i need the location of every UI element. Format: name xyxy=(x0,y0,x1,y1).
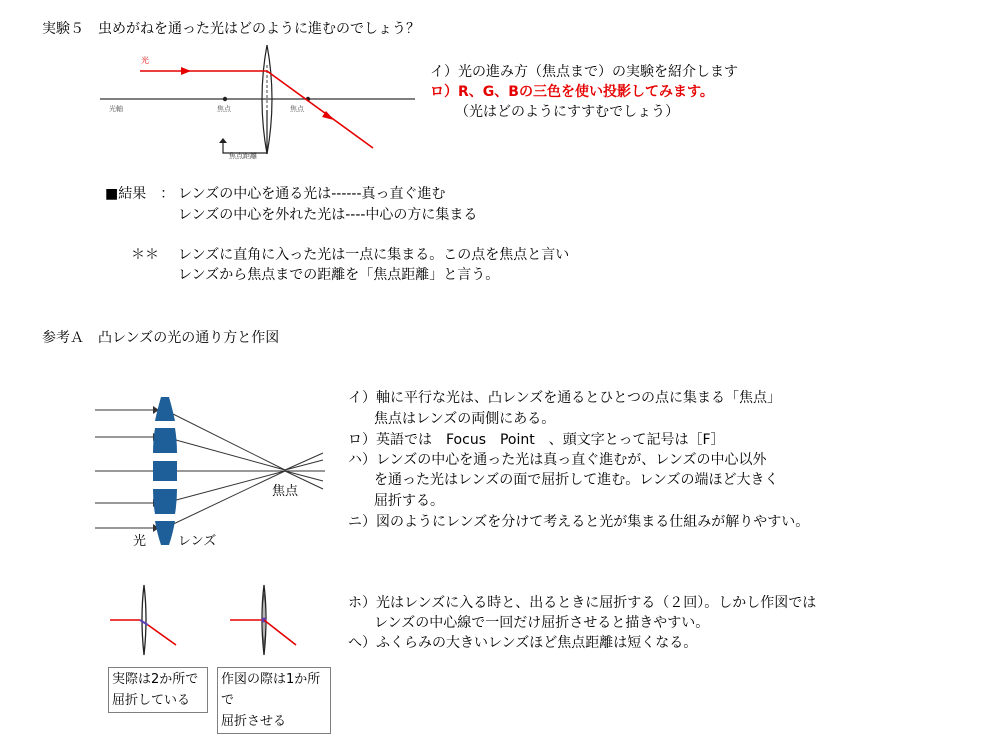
caption-drawing-line-1: 作図の際は1か所で xyxy=(221,672,321,708)
caption-actual-line-2: 屈折している xyxy=(112,693,191,708)
focal-length-arrowhead xyxy=(219,138,227,143)
diagram-label-focal-length: 焦点距離 xyxy=(229,152,257,160)
result-line-1: レンズの中心を通る光は------真っ直ぐ進む xyxy=(178,186,446,202)
result-line-2: レンズの中心を外れた光は----中心の方に集まる xyxy=(178,207,478,223)
drawing-line-2: レンズの中心線で一回だけ屈折させると描きやすい。 xyxy=(374,615,710,631)
reference-line-6: 屈折する。 xyxy=(374,493,444,509)
note-mark: ＊＊ xyxy=(131,247,159,263)
diagram-label-light: 光 xyxy=(141,56,149,65)
lens-segment-bottom xyxy=(155,521,175,545)
note-line-2: レンズから焦点までの距離を「焦点距離」と言う。 xyxy=(178,267,500,283)
refracted-ray xyxy=(267,71,373,148)
lens-segment-center xyxy=(153,461,177,481)
diagram-label-lens: レンズ xyxy=(178,534,217,549)
diagram-label-focus: 焦点 xyxy=(272,484,299,499)
drawing-line-3: へ）ふくらみの大きいレンズほど焦点距離は短くなる。 xyxy=(348,635,698,651)
diagram-label-focus-right: 焦点 xyxy=(290,105,304,113)
reference-heading: 参考Ａ 凸レンズの光の通り方と作図 xyxy=(42,330,280,346)
page-title: 実験５ 虫めがねを通った光はどのように進むのでしょう？ xyxy=(42,21,420,37)
experiment-line-1: イ）光の進み方（焦点まで）の実験を紹介します xyxy=(430,64,738,80)
reference-line-3: ロ）英語では Focus Point 、頭文字とって記号は［F］ xyxy=(348,432,725,448)
caption-drawing xyxy=(217,667,331,734)
focus-point-left xyxy=(223,97,227,101)
ray-arrow-1 xyxy=(181,67,191,75)
focal-length-bracket xyxy=(223,110,267,153)
reference-line-2: 焦点はレンズの両側にある。 xyxy=(374,411,556,427)
caption-actual-line-1: 実際は2か所で xyxy=(112,672,199,687)
lens-segment-top xyxy=(155,397,175,421)
reference-line-7: ニ）図のようにレンズを分けて考えると光が集まる仕組みが解りやすい。 xyxy=(348,514,810,530)
experiment-line-2: ロ）R、G、Bの三色を使い投影してみます。 xyxy=(430,84,714,100)
experiment-line-3: （光はどのようにすすむでしょう） xyxy=(455,104,680,120)
reference-line-4: ハ）レンズの中心を通った光は真っ直ぐ進むが、レンズの中心以外 xyxy=(348,452,767,468)
diagram-label-axis: 光軸 xyxy=(109,105,123,113)
diagram-label-light-2: 光 xyxy=(133,534,147,549)
reference-line-5: を通った光はレンズの面で屈折して進む。レンズの端ほど大きく xyxy=(374,472,779,488)
caption-drawing-line-2: 屈折させる xyxy=(221,714,287,729)
caption-actual xyxy=(108,667,208,713)
refraction-drawing-figure xyxy=(228,583,308,658)
segmented-lens-diagram xyxy=(95,395,330,530)
diagram-label-focus-left: 焦点 xyxy=(217,105,231,113)
lens-segment-2 xyxy=(153,428,177,453)
note-line-1: レンズに直角に入った光は一点に集まる。この点を焦点と言い xyxy=(178,247,570,263)
lens-segment-4 xyxy=(153,489,177,514)
result-label: ■結果 ： xyxy=(105,186,175,202)
refraction-actual-figure xyxy=(108,583,188,658)
reference-line-1: イ）軸に平行な光は、凸レンズを通るとひとつの点に集まる「焦点」 xyxy=(348,390,781,406)
drawing-line-1: ホ）光はレンズに入る時と、出るときに屈折する（２回）。しかし作図では xyxy=(348,595,817,611)
